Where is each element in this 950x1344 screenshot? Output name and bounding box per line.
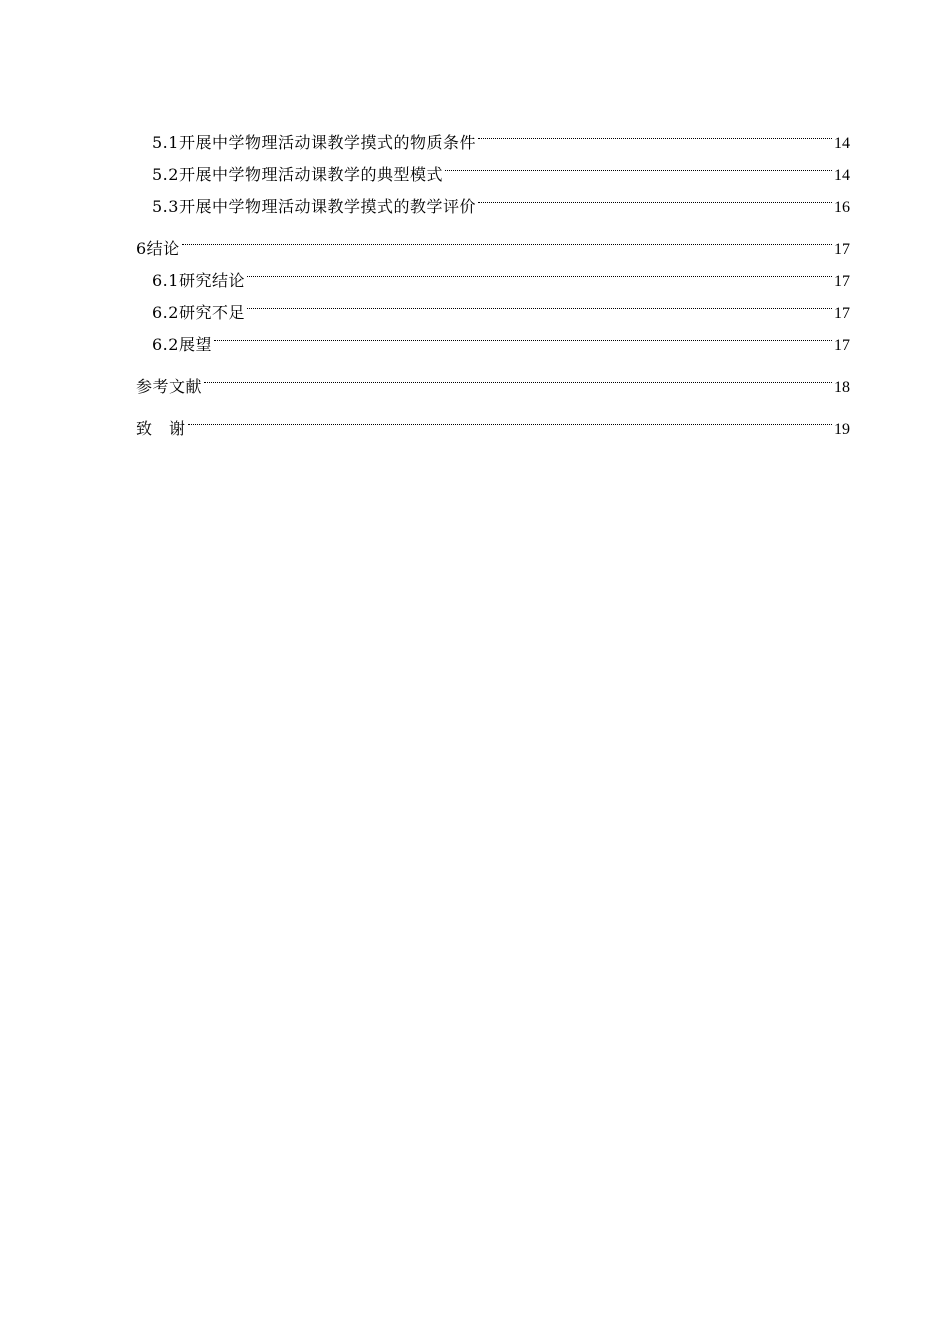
toc-entry-title: 5.2开展中学物理活动课教学的典型模式 (152, 165, 443, 184)
toc-entry-page: 17 (834, 305, 850, 322)
toc-entry-title: 5.1开展中学物理活动课教学摸式的物质条件 (152, 133, 476, 152)
toc-dot-leader (478, 180, 832, 212)
toc-entry-title: 6.1研究结论 (152, 271, 245, 290)
toc-entry[interactable] (136, 402, 850, 438)
toc-dot-leader (478, 116, 832, 148)
toc-entry-page: 18 (834, 379, 850, 396)
toc-entry-title: 6结论 (136, 239, 180, 258)
toc-dot-leader (445, 148, 832, 180)
toc-entry-page: 17 (834, 241, 850, 258)
toc-entry-title: 5.3开展中学物理活动课教学摸式的教学评价 (152, 197, 476, 216)
toc-dot-leader (247, 254, 832, 286)
toc-entry-title: 6.2研究不足 (152, 303, 245, 322)
toc-entry[interactable] (136, 222, 850, 258)
toc-entry-page: 17 (834, 337, 850, 354)
toc-entry-title: 致 谢 (136, 419, 186, 438)
toc-entry-page: 17 (834, 273, 850, 290)
toc-dot-leader (204, 360, 832, 392)
toc-entry-title: 6.2展望 (152, 335, 212, 354)
toc-entry[interactable] (136, 254, 850, 290)
toc-entry[interactable] (136, 116, 850, 152)
toc-entry-page: 14 (834, 135, 850, 152)
toc-dot-leader (182, 222, 832, 254)
toc-dot-leader (247, 286, 832, 318)
toc-entry-page: 19 (834, 421, 850, 438)
table-of-contents (136, 116, 850, 438)
toc-dot-leader (188, 402, 832, 434)
toc-entry-title: 参考文献 (136, 377, 203, 396)
toc-entry[interactable] (136, 318, 850, 354)
toc-entry-page: 16 (834, 199, 850, 216)
toc-dot-leader (214, 318, 832, 350)
toc-entry[interactable] (136, 360, 850, 396)
toc-entry-page: 14 (834, 167, 850, 184)
